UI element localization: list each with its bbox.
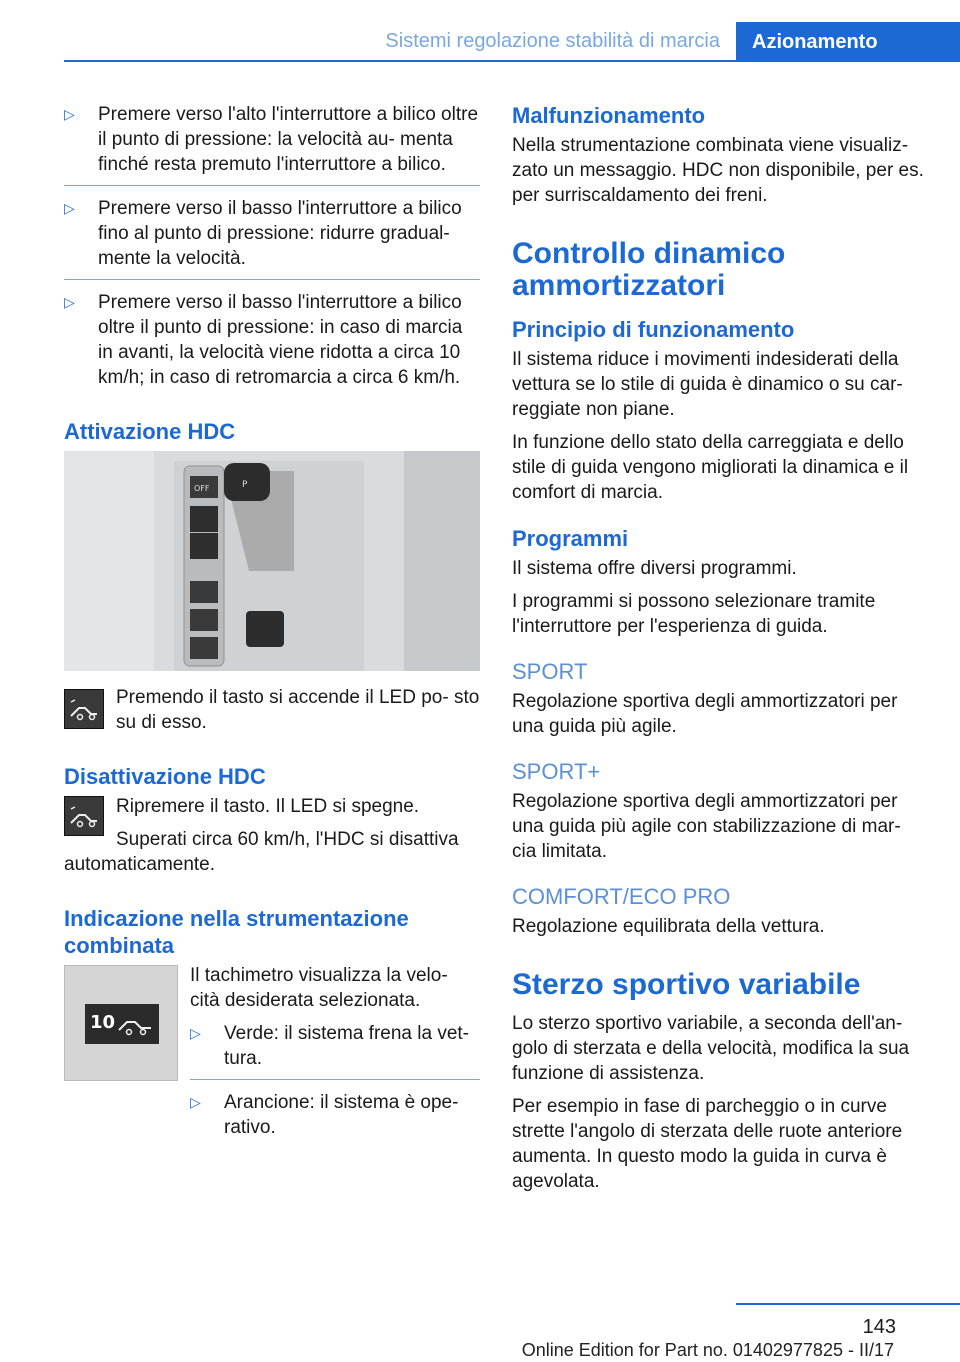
header-chapter-tab: Azionamento — [736, 22, 960, 62]
list-item: ▷ Arancione: il sistema è ope‐ rativo. — [190, 1092, 459, 1138]
triangle-right-icon: ▷ — [64, 106, 75, 122]
hill-descent-control-icon — [64, 689, 104, 729]
deactivation-heading: Disattivazione HDC — [64, 764, 266, 789]
programs-heading: Programmi — [512, 526, 629, 551]
page-number: 143 — [862, 1316, 896, 1338]
principle-text-2: In funzione dello stato della carreggiata e dello stile di guida vengono migliorati la dinamica e il comfort di marcia. — [512, 432, 909, 503]
steering-text-1: Lo sterzo sportivo variabile, a seconda dell'an‐ golo di sterzata e della velocità, modifica la sua funzione di assistenza. — [512, 1013, 910, 1084]
triangle-right-icon: ▷ — [64, 200, 75, 216]
list-item: ▷ Premere verso il basso l'interruttore a bilico oltre il punto di pressione: in caso di marcia in avanti, la velocità viene ridotta a circa 10 km/h; in caso di retromarcia a circa 6 km/h. — [64, 292, 463, 388]
deactivation-text-1: Ripremere il tasto. Il LED si spegne. — [116, 796, 420, 817]
center-console-photo — [64, 451, 480, 671]
steering-text-2: Per esempio in fase di parcheggio o in curve strette l'angolo di sterzata delle ruote anteriore aumenta. In questo modo la guida in curva è agevolata. — [512, 1096, 903, 1192]
left-column — [64, 102, 480, 1148]
malfunction-text: Nella strumentazione combinata viene visualiz‐ zato un messaggio. HDC non disponibile, per es. per surriscaldamento dei freni. — [512, 135, 924, 206]
sport-text: Regolazione sportiva degli ammortizzatori per una guida più agile. — [512, 691, 898, 737]
programs-text-1: Il sistema offre diversi programmi. — [512, 558, 797, 579]
comfort-heading: COMFORT/ECO PRO — [512, 884, 731, 909]
list-item: ▷ Premere verso l'alto l'interruttore a bilico oltre il punto di pressione: la velocità au‐ menta finché resta premuto l'interruttore a bilico. — [64, 104, 479, 175]
steering-heading: Sterzo sportivo variabile — [512, 968, 861, 1001]
divider — [64, 185, 480, 186]
edition-note: Online Edition for Part no. 01402977825 - II/17 — [521, 1340, 894, 1360]
sportplus-text: Regolazione sportiva degli ammortizzatori per una guida più agile con stabilizzazione di mar‐ cia limitata. — [512, 791, 901, 862]
sportplus-heading: SPORT+ — [512, 759, 601, 784]
photo-label-off: OFF — [194, 484, 210, 493]
hill-descent-control-icon — [64, 796, 104, 836]
divider — [64, 279, 480, 280]
display-speed-value: 10 — [90, 1012, 116, 1033]
triangle-right-icon: ▷ — [190, 1094, 201, 1110]
activation-text: Premendo il tasto si accende il LED po‐ sto su di esso. — [116, 687, 480, 733]
triangle-right-icon: ▷ — [190, 1025, 201, 1041]
display-heading: Indicazione nella strumentazione combinata — [64, 906, 409, 958]
right-column — [512, 102, 928, 1202]
programs-text-2: I programmi si possono selezionare tramite l'interruttore per l'esperienza di guida. — [512, 591, 876, 637]
deactivation-row — [64, 794, 480, 877]
activation-heading: Attivazione HDC — [64, 419, 236, 444]
header-rule — [64, 60, 960, 62]
activation-row — [64, 685, 480, 735]
comfort-text: Regolazione equilibrata della vettura. — [512, 916, 825, 937]
malfunction-heading: Malfunzionamento — [512, 103, 706, 128]
speedometer-display — [64, 965, 178, 1081]
display-section — [64, 963, 480, 1140]
damper-heading: Controllo dinamico ammortizzatori — [512, 237, 786, 302]
deactivation-text-2: Superati circa 60 km/h, l'HDC si disattiva automaticamente. — [64, 829, 459, 875]
display-text: Il tachimetro visualizza la velo‐ cità desiderata selezionata. — [190, 965, 448, 1011]
principle-heading: Principio di funzionamento — [512, 317, 795, 342]
principle-text-1: Il sistema riduce i movimenti indesiderati della vettura se lo stile di guida è dinamico o su car‐ reggiate non piane. — [512, 349, 903, 420]
sport-heading: SPORT — [512, 659, 588, 684]
header-section-title: Sistemi regolazione stabilità di marcia — [385, 30, 720, 52]
triangle-right-icon: ▷ — [64, 294, 75, 310]
footer-rule — [736, 1303, 960, 1305]
list-item: ▷ Premere verso il basso l'interruttore a bilico fino al punto di pressione: ridurre gradual‐ mente la velocità. — [64, 198, 462, 269]
list-item: ▷ Verde: il sistema frena la vet‐ tura. — [190, 1023, 469, 1069]
divider — [190, 1079, 480, 1080]
photo-label-p: P — [242, 480, 248, 490]
